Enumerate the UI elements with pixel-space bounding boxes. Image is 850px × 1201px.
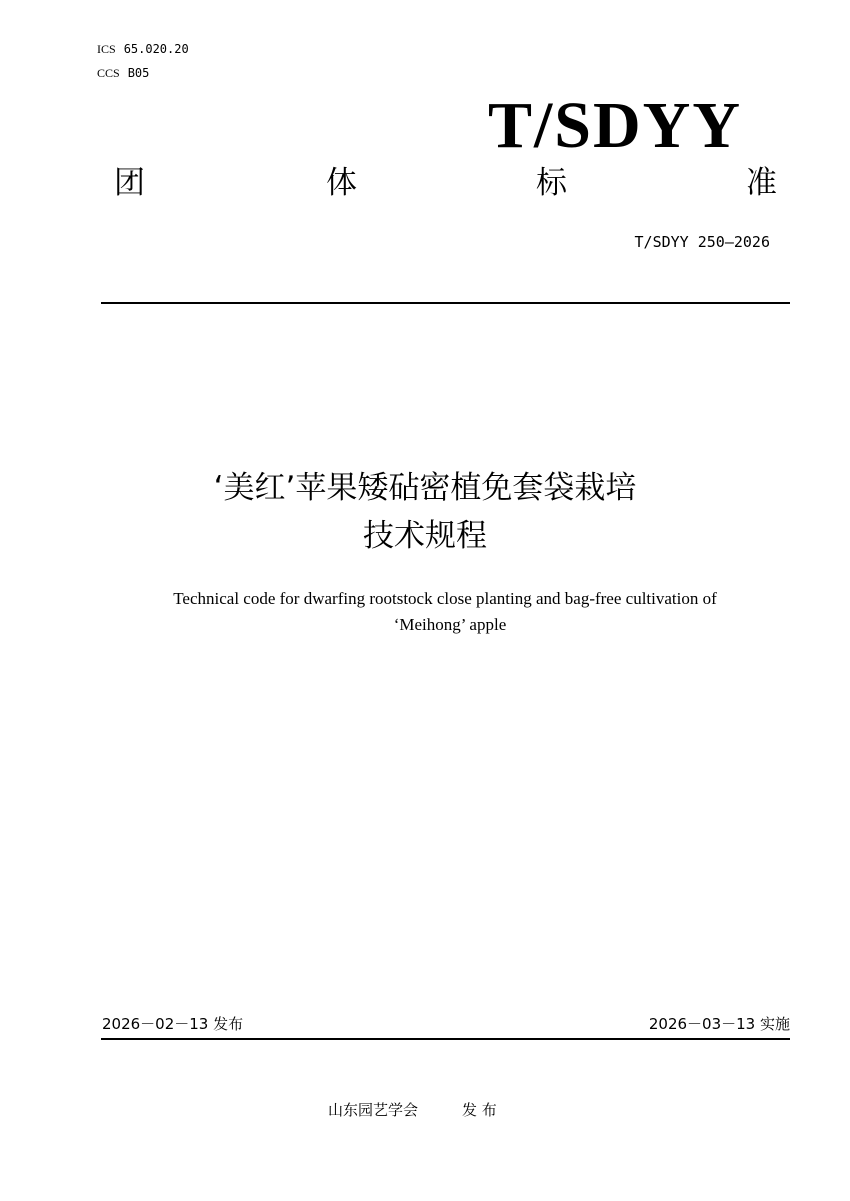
standard-type-char: 团 bbox=[114, 165, 145, 201]
ccs-value: B05 bbox=[127, 66, 150, 80]
implementation-date: 2026－03－13 实施 bbox=[648, 1015, 790, 1033]
ics-label: ICS bbox=[97, 42, 116, 56]
standard-type-char: 准 bbox=[746, 165, 777, 201]
ics-code bbox=[97, 42, 189, 56]
bottom-divider bbox=[101, 1038, 790, 1040]
chinese-title-line-1: ‘美红’苹果矮砧密植免套袋栽培 bbox=[213, 470, 637, 506]
publish-action: 发 布 bbox=[462, 1101, 497, 1119]
chinese-title-line-2: 技术规程 bbox=[363, 518, 487, 554]
top-divider bbox=[101, 302, 790, 304]
standard-number: T/SDYY 250—2026 bbox=[634, 233, 770, 251]
publisher-line bbox=[328, 1100, 497, 1120]
standard-type-char: 体 bbox=[326, 165, 357, 201]
standard-type-char: 标 bbox=[536, 165, 567, 201]
ics-value: 65.020.20 bbox=[123, 42, 189, 56]
organization-code-logo: T/SDYY bbox=[487, 89, 742, 162]
publisher-name: 山东园艺学会 bbox=[328, 1101, 419, 1119]
ccs-label: CCS bbox=[97, 66, 120, 80]
ccs-code bbox=[97, 66, 149, 80]
english-title-line-2: ‘Meihong’ apple bbox=[393, 615, 507, 634]
english-title-line-1: Technical code for dwarfing rootstock close planting and bag-free cultivation of bbox=[173, 589, 717, 608]
issue-date: 2026－02－13 发布 bbox=[102, 1015, 244, 1033]
